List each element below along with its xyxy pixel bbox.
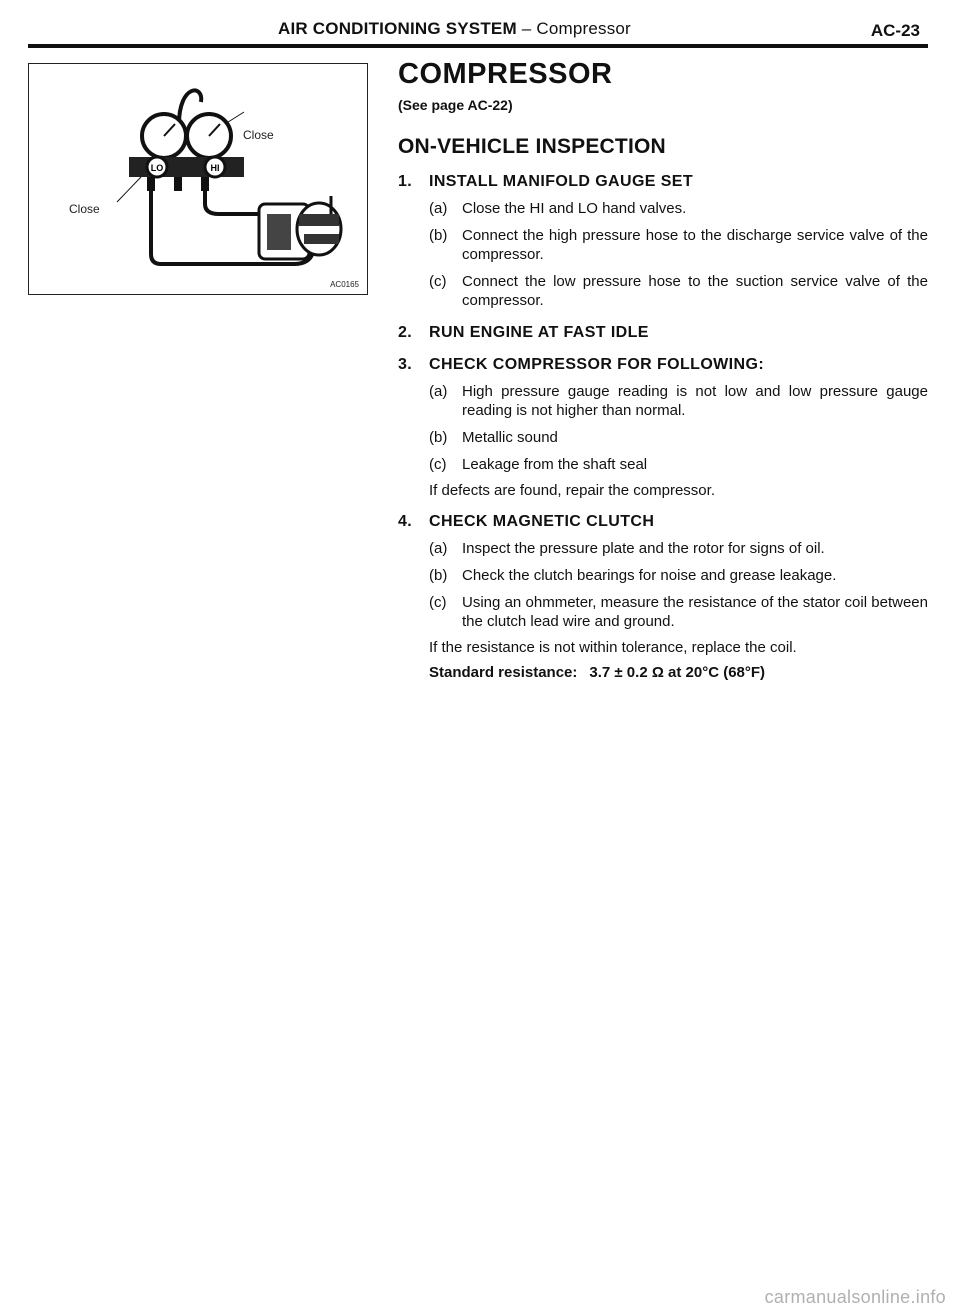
step-title: INSTALL MANIFOLD GAUGE SET <box>429 173 694 190</box>
sub-text: Connect the low pressure hose to the suction service valve of the compressor. <box>462 273 928 309</box>
sub-letter: (a) <box>429 540 448 557</box>
step-1 <box>398 173 928 310</box>
step-sub-item <box>429 455 928 474</box>
sub-text: High pressure gauge reading is not low and low pressure gauge reading is not higher than normal. <box>462 383 928 419</box>
spec-value: 3.7 ± 0.2 Ω at 20°C (68°F) <box>589 664 766 681</box>
figure-code: AC0165 <box>330 280 359 289</box>
sub-letter: (c) <box>429 456 447 473</box>
header-title-rest: – Compressor <box>516 19 631 38</box>
sub-letter: (c) <box>429 594 447 611</box>
step-2 <box>398 324 928 342</box>
step-sub-item <box>429 428 928 447</box>
step-number: 4. <box>398 513 413 530</box>
spec-label: Standard resistance: <box>429 664 578 681</box>
step-sub-item <box>429 566 928 585</box>
sub-text: Leakage from the shaft seal <box>462 456 648 473</box>
header-title-bold: AIR CONDITIONING SYSTEM <box>278 19 517 38</box>
sub-text: Inspect the pressure plate and the rotor for signs of oil. <box>462 540 825 557</box>
step-3 <box>398 356 928 499</box>
header-title <box>278 19 631 39</box>
sub-letter: (a) <box>429 383 448 400</box>
manifold-gauge-illustration <box>29 64 369 296</box>
watermark: carmanualsonline.info <box>764 1287 946 1307</box>
lo-valve-label: LO <box>150 163 164 173</box>
step-title: CHECK COMPRESSOR FOR FOLLOWING: <box>429 356 765 373</box>
sub-letter: (b) <box>429 429 448 446</box>
step-title: CHECK MAGNETIC CLUTCH <box>429 513 655 530</box>
standard-resistance-spec <box>429 664 928 681</box>
step-number: 2. <box>398 324 413 341</box>
sub-letter: (c) <box>429 273 447 290</box>
sub-letter: (b) <box>429 567 448 584</box>
figure-label-close-right: Close <box>243 128 274 142</box>
step-title: RUN ENGINE AT FAST IDLE <box>429 324 649 341</box>
step-number: 3. <box>398 356 413 373</box>
step-sub-item <box>429 382 928 420</box>
step-sub-item <box>429 539 928 558</box>
sub-text: Using an ohmmeter, measure the resistance of the stator coil between the clutch lead wire and ground. <box>462 594 928 630</box>
main-content <box>398 58 928 695</box>
step-sub-item <box>429 226 928 264</box>
hi-valve-label: HI <box>210 163 220 173</box>
section-title: COMPRESSOR <box>398 58 613 90</box>
step-sub-item <box>429 199 928 218</box>
sub-text: Check the clutch bearings for noise and grease leakage. <box>462 567 837 584</box>
sub-text: Metallic sound <box>462 429 558 446</box>
step-sub-item <box>429 593 928 631</box>
page-number: AC-23 <box>870 21 920 40</box>
see-page-reference: (See page AC-22) <box>398 97 513 113</box>
figure-label-close-left: Close <box>69 202 100 216</box>
manifold-gauge-figure <box>28 63 368 295</box>
step-note: If the resistance is not within tolerance, replace the coil. <box>429 639 797 656</box>
page-header <box>28 14 928 48</box>
step-sub-item <box>429 272 928 310</box>
sub-text: Close the HI and LO hand valves. <box>462 200 687 217</box>
step-number: 1. <box>398 173 413 190</box>
subsection-heading: ON-VEHICLE INSPECTION <box>398 135 666 158</box>
step-4 <box>398 513 928 681</box>
sub-text: Connect the high pressure hose to the discharge service valve of the compressor. <box>462 227 928 263</box>
step-note: If defects are found, repair the compressor. <box>429 482 715 499</box>
sub-letter: (a) <box>429 200 448 217</box>
sub-letter: (b) <box>429 227 448 244</box>
